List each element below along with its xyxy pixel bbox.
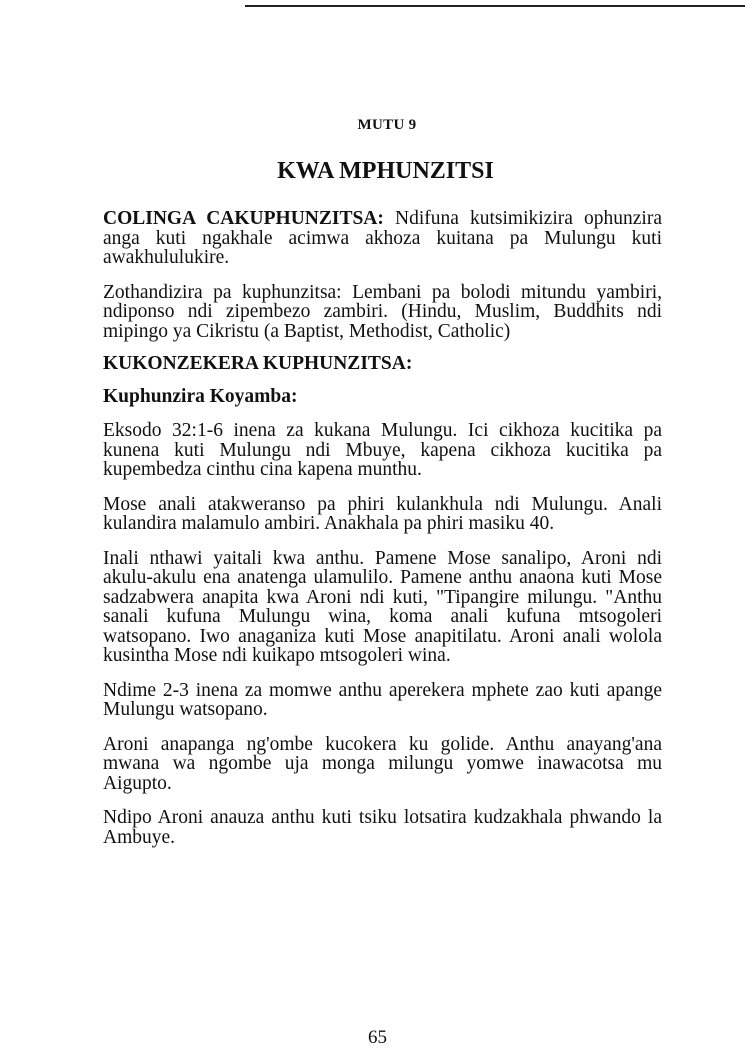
section-subheading: Kuphunzira Koyamba: (103, 385, 298, 407)
materials-paragraph: Zothandizira pa kuphunzitsa: Lembani pa bolodi mitundu yambiri, ndiponso ndi zipembezo zambiri. (Hindu, Muslim, Buddhits ndi mipingo ya Cikristu (a Baptist, Methodist, Catholic) (103, 281, 662, 342)
body-paragraph-3: Inali nthawi yaitali kwa anthu. Pamene Mose sanalipo, Aroni ndi akulu-akulu ena anatenga ulamulilo. Pamene anthu anaona kuti Mose sadzabwera anapita kwa Aroni ndi kuti, "Tipangire milungu. "Anthu sanali kufuna Mulungu wina, koma anali kufuna mtsogoleri watsopano. Iwo anaganiza kuti Mose anapitilatu. Aroni anali wolola kusintha Mose ndi kuikapo mtsogoleri wina. (103, 547, 662, 666)
body-paragraph-4: Ndime 2-3 inena za momwe anthu aperekera mphete zao kuti apange Mulungu watsopano. (103, 679, 662, 720)
page-number: 65 (368, 1027, 387, 1048)
top-rule (245, 5, 745, 7)
chapter-title: KWA MPHUNZITSI (277, 158, 494, 184)
body-paragraph-6: Ndipo Aroni anauza anthu kuti tsiku lotsatira kudzakhala phwando la Ambuye. (103, 807, 662, 848)
body-paragraph-1: Eksodo 32:1-6 inena za kukana Mulungu. Ici cikhoza kucitika pa kunena kuti Mulungu ndi Mbuye, kapena cikhoza kucitika pa kupembedza cinthu cina kapena munthu. (103, 420, 662, 480)
section-heading: KUKONZEKERA KUPHUNZITSA: (103, 353, 413, 374)
objective-paragraph (103, 209, 662, 268)
objective-text: Ndifuna kutsimikizira ophunzira anga kuti ngakhale acimwa akhoza kuitana pa Mulungu kuti awakhululukire. (103, 208, 662, 268)
body-paragraph-2: Mose anali atakweranso pa phiri kulankhula ndi Mulungu. Anali kulandira malamulo ambiri. Anakhala pa phiri masiku 40. (103, 493, 662, 534)
chapter-label: MUTU 9 (357, 117, 417, 133)
body-paragraph-5: Aroni anapanga ng'ombe kucokera ku golide. Anthu anayang'ana mwana wa ngombe uja monga milungu yomwe inawacotsa mu Aigupto. (103, 733, 662, 794)
page-body (103, 209, 662, 847)
objective-heading: COLINGA CAKUPHUNZITSA: (103, 208, 384, 229)
